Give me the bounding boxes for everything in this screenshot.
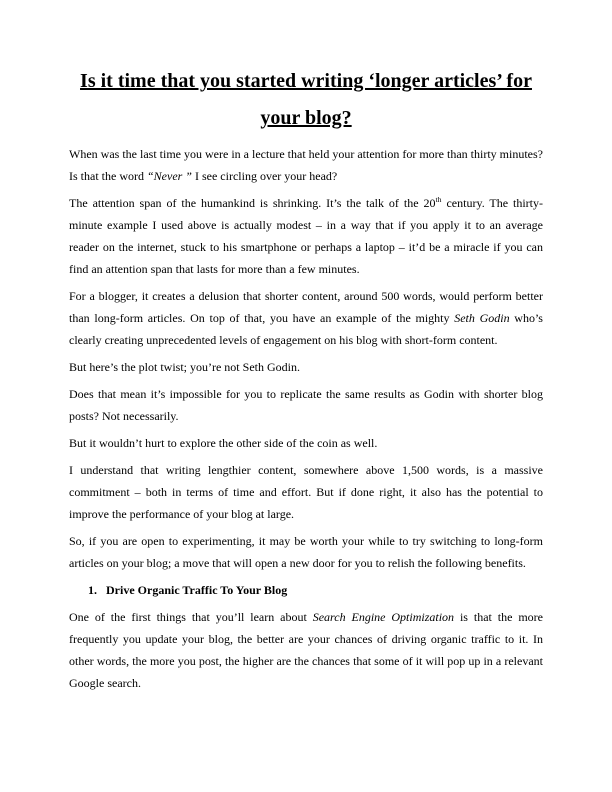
- paragraph-lengthier-content: I understand that writing lengthier content, somewhere above 1,500 words, is a massive commitment – both in terms of time and effort. But if done right, it also has the potential to improve the performance of your blog at large.: [69, 463, 543, 521]
- paragraph-seo-benefit: One of the first things that you’ll learn about Search Engine Optimization is that the more frequently you update your blog, the better are your chances of driving organic traffic to it. In other words, the more you post, the higher are the chances that some of it will pop up in a relevant Google search.: [69, 610, 543, 690]
- paragraph-attention-span: The attention span of the humankind is shrinking. It’s the talk of the 20th century. The thirty-minute example I used above is actually modest – in a way that if you apply it to an average reader on the internet, stuck to his smartphone or perhaps a laptop – it’d be a miracle if you can find an attention span that lasts for more than a few minutes.: [69, 195, 543, 276]
- list-heading-drive-organic-traffic: [69, 579, 543, 601]
- document-content: [69, 63, 543, 699]
- paragraph-open-to-experimenting: So, if you are open to experimenting, it may be worth your while to try switching to long-form articles on your blog; a move that will open a new door for you to relish the following benefits.: [69, 534, 543, 570]
- list-heading-text: Drive Organic Traffic To Your Blog: [106, 583, 288, 597]
- paragraph-plot-twist: But here’s the plot twist; you’re not Seth Godin.: [69, 360, 300, 374]
- list-number: 1.: [88, 583, 97, 597]
- document-title: Is it time that you started writing ‘longer articles’ for your blog?: [80, 70, 532, 129]
- paragraph-replicate-results: Does that mean it’s impossible for you to replicate the same results as Godin with shorter blog posts? Not necessarily.: [69, 387, 543, 423]
- paragraph-blogger-delusion: For a blogger, it creates a delusion that shorter content, around 500 words, would perform better than long-form articles. On top of that, you have an example of the mighty Seth Godin who’s clearly creating unprecedented levels of engagement on his blog with short-form content.: [69, 289, 543, 347]
- paragraph-intro-lecture: When was the last time you were in a lecture that held your attention for more than thirty minutes? Is that the word “Never ” I see circling over your head?: [69, 147, 543, 183]
- paragraph-other-side-coin: But it wouldn’t hurt to explore the other side of the coin as well.: [69, 436, 378, 450]
